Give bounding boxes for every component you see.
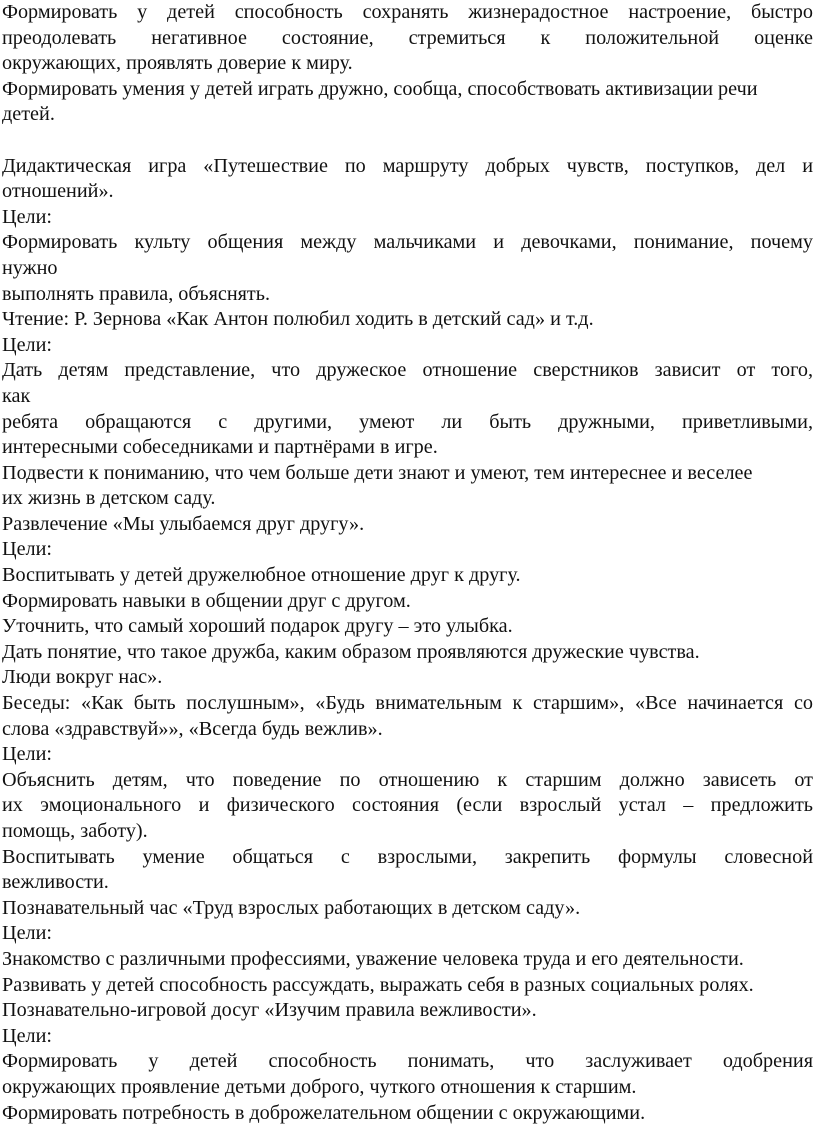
text-line: Формировать потребность в доброжелательном общении с окружающими. <box>2 1101 646 1124</box>
paragraph <box>2 537 813 563</box>
paragraph <box>2 512 813 538</box>
text-line: Подвести к пониманию, что чем больше дети знают и умеют, тем интереснее и веселее <box>2 461 753 484</box>
paragraph <box>2 154 813 205</box>
blank-line <box>2 128 813 154</box>
text-line: Познавательно-игровой досуг «Изучим правила вежливости». <box>2 999 537 1022</box>
paragraph <box>2 589 813 615</box>
paragraph <box>2 845 813 896</box>
text-line: Формировать у детей способность понимать, что заслуживает одобрения <box>2 1050 813 1073</box>
text-line: окружающих проявление детьми доброго, чуткого отношения к старшим. <box>2 1075 637 1098</box>
text-line: Воспитывать умение общаться с взрослыми, закрепить формулы словесной <box>2 845 813 868</box>
paragraph <box>2 128 813 154</box>
paragraph <box>2 998 813 1024</box>
text-line: их эмоционального и физического состояния (если взрослый устал – предложить <box>2 794 813 817</box>
paragraph <box>2 0 813 77</box>
text-line: окружающих, проявлять доверие к миру. <box>2 52 353 75</box>
text-line: нужно <box>2 256 58 279</box>
text-line: слова «здравствуй»», «Всегда будь вежлив». <box>2 717 383 740</box>
text-line: Люди вокруг нас». <box>2 666 163 689</box>
paragraph <box>2 614 813 640</box>
document-body <box>2 0 813 1126</box>
text-line: выполнять правила, объяснять. <box>2 282 270 305</box>
text-line: Дать понятие, что такое дружба, каким образом проявляются дружеские чувства. <box>2 640 700 663</box>
text-line: Чтение: Р. Зернова «Как Антон полюбил ходить в детский сад» и т.д. <box>2 308 594 331</box>
text-line: детей. <box>2 103 55 126</box>
text-line: Цели: <box>2 333 53 356</box>
text-line: Цели: <box>2 538 53 561</box>
text-line: Формировать культу общения между мальчиками и девочками, понимание, почему <box>2 231 813 254</box>
paragraph <box>2 665 813 691</box>
paragraph <box>2 921 813 947</box>
text-line: ребята обращаются с другими, умеют ли быть дружными, приветливыми, <box>2 410 813 433</box>
paragraph <box>2 358 813 460</box>
paragraph <box>2 896 813 922</box>
text-line: интересными собеседниками и партнёрами в игре. <box>2 436 438 459</box>
text-line: Формировать у детей способность сохранять жизнерадостное настроение, быстро <box>2 1 813 23</box>
text-line: Развивать у детей способность рассуждать, выражать себя в разных социальных ролях. <box>2 973 754 996</box>
text-line: Воспитывать у детей дружелюбное отношение друг к другу. <box>2 564 521 587</box>
text-line: помощь, заботу). <box>2 820 148 842</box>
text-line: Познавательный час «Труд взрослых работающих в детском саду». <box>2 896 581 919</box>
text-line: Объяснить детям, что поведение по отношению к старшим должно зависеть от <box>2 768 813 791</box>
paragraph <box>2 230 813 307</box>
paragraph <box>2 77 813 128</box>
paragraph <box>2 768 813 845</box>
paragraph <box>2 1024 813 1050</box>
text-line: Знакомство с различными профессиями, уважение человека труда и его деятельности. <box>2 947 744 970</box>
paragraph <box>2 563 813 589</box>
paragraph <box>2 461 813 512</box>
text-line: Уточнить, что самый хороший подарок другу – это улыбка. <box>2 615 513 638</box>
text-line: Цели: <box>2 1024 53 1047</box>
paragraph <box>2 973 813 999</box>
text-line: преодолевать негативное состояние, стремиться к положительной оценке <box>2 26 813 49</box>
text-line: их жизнь в детском саду. <box>2 487 216 510</box>
paragraph <box>2 205 813 231</box>
text-line: вежливости. <box>2 871 109 894</box>
paragraph <box>2 1101 813 1126</box>
paragraph <box>2 640 813 666</box>
paragraph <box>2 307 813 333</box>
text-line: как <box>2 384 31 407</box>
text-line: Дидактическая игра «Путешествие по маршруту добрых чувств, поступков, дел и <box>2 154 813 177</box>
text-line: Цели: <box>2 743 53 766</box>
text-line: Цели: <box>2 922 53 945</box>
paragraph <box>2 691 813 742</box>
text-line: Формировать навыки в общении друг с другом. <box>2 589 411 612</box>
paragraph <box>2 1049 813 1100</box>
text-line: Формировать умения у детей играть дружно, сообща, способствовать активизации речи <box>2 77 758 100</box>
paragraph <box>2 947 813 973</box>
text-line: Цели: <box>2 205 53 228</box>
text-line: отношений». <box>2 180 114 203</box>
text-line: Развлечение «Мы улыбаемся друг другу». <box>2 512 365 535</box>
paragraph <box>2 742 813 768</box>
text-line: Дать детям представление, что дружеское отношение сверстников зависит от того, <box>2 359 813 382</box>
text-line: Беседы: «Как быть послушным», «Будь внимательным к старшим», «Все начинается со <box>2 692 813 715</box>
paragraph <box>2 333 813 359</box>
